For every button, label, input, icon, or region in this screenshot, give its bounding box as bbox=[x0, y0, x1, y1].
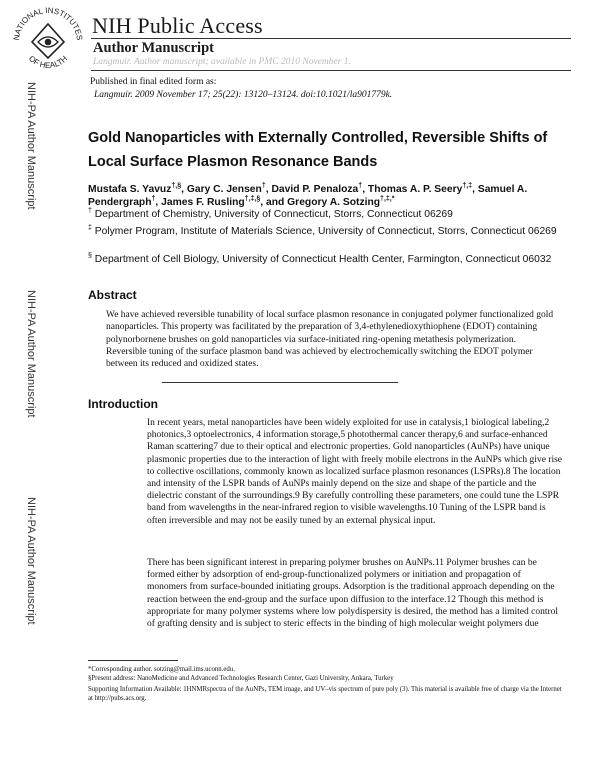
author-marks: †,‡,* bbox=[380, 195, 395, 203]
side-stamp: NIH-PA Author Manuscript bbox=[25, 497, 37, 625]
side-stamp: NIH-PA Author Manuscript bbox=[25, 290, 37, 418]
author-marks: †,‡,§ bbox=[244, 195, 261, 203]
affiliation bbox=[88, 225, 568, 238]
intro-heading: Introduction bbox=[88, 397, 158, 411]
author-name: Gary C. Jensen bbox=[186, 184, 262, 195]
abstract-heading: Abstract bbox=[88, 288, 137, 302]
article-title: Gold Nanoparticles with Externally Controlled, Reversible Shifts of Local Surface Plasmon Resonance Bands bbox=[88, 130, 548, 170]
affiliation bbox=[88, 208, 568, 221]
intro-paragraph: In recent years, metal nanoparticles have been widely exploited for use in catalysis,1 biological labeling,2 photonics,3 optoelectronics, 4 information storage,5 photothermal cancer therapy,6 and surface-enhanced Raman scattering7 due to their optical and electronic properties. Gold nanoparticles (AuNPs) have unique plasmonic properties due to the interaction of light with freely mobile electrons in the AuNPs which give rise to collective oscillations, commonly known as localized surface plasmon resonances (LSPRs).8 The location and intensity of the LSPR bands of AuNPs mainly depend on the size and shape of the particle and the dielectric constant of the surroundings.9 By carefully controlling these parameters, one could tune the LSPR band from wavelengths in the near-infrared region to visible wavelengths.10 Tuning of the LSPR band is often irreversible and may not be easily tuned by an external physical input. bbox=[147, 418, 562, 526]
affiliation-mark: ‡ bbox=[88, 224, 92, 232]
intro-paragraph: There has been significant interest in preparing polymer brushes on AuNPs.11 Polymer brushes can be formed either by adsorption of end-group-functionalized polymers or initiation and propagation of monomers from surface-bounded initiating groups. Adsorption is the traditional approach depending on the reaction between the end-group and the surface upon diffusion to the interface.12 Though this method is appropriate for many polymer systems where low polydispersity is desired, the method has a limited control of grafting density and is subject to steric effects in the binding of high molecular weight polymers due bbox=[147, 558, 559, 630]
affiliation-text: Department of Chemistry, University of Connecticut, Storrs, Connecticut 06269 bbox=[94, 209, 453, 220]
affiliation-mark: † bbox=[88, 207, 92, 215]
header-rule-bottom bbox=[91, 70, 571, 71]
footnote: *Corresponding author. sotzing@mail.ims.uconn.edu. bbox=[88, 666, 235, 673]
footnote-rule bbox=[88, 660, 178, 661]
affiliation-text: Polymer Program, Institute of Materials Science, University of Connecticut, Storrs, Connecticut 06269 bbox=[94, 226, 557, 237]
brand-title: NIH Public Access bbox=[92, 13, 263, 38]
logo-ring-top: NATIONAL INSTITUTES bbox=[11, 5, 85, 41]
author-marks: † bbox=[151, 195, 156, 203]
author-marks: † bbox=[261, 182, 266, 190]
affiliation-text: Department of Cell Biology, University of Connecticut Health Center, Farmington, Connecticut 06032 bbox=[94, 254, 552, 265]
footnote: §Present address: NanoMedicine and Advanced Technologies Research Center, Gazi University, Ankara, Turkey bbox=[88, 675, 394, 682]
citation bbox=[94, 90, 392, 100]
brand-note: Langmuir. Author manuscript; available in PMC 2010 November 1. bbox=[93, 57, 351, 67]
author-marks: †,§ bbox=[171, 182, 182, 190]
nih-logo bbox=[10, 4, 88, 76]
affiliation-mark: § bbox=[88, 252, 92, 260]
header-rule-top bbox=[91, 38, 571, 39]
author-name: Mustafa S. Yavuz bbox=[88, 184, 172, 195]
author-list: Mustafa S. Yavuz†,§, Gary C. Jensen†, David P. Penaloza†, Thomas A. P. Seery†,‡, Samuel A. Pendergraph†, James F. Rusling†,‡,§, and Gregory A. Sotzing†,‡,* bbox=[88, 182, 528, 208]
author-name: Thomas A. P. Seery bbox=[367, 184, 463, 195]
side-stamp: NIH-PA Author Manuscript bbox=[25, 82, 37, 210]
logo-ring-bottom: OF HEALTH bbox=[26, 53, 70, 71]
citation-text: Langmuir. 2009 November 17; 25(22): 13120–13124. doi:10.1021/la901779k. bbox=[94, 90, 393, 100]
author-name: David P. Penaloza bbox=[271, 184, 359, 195]
brand-subtitle: Author Manuscript bbox=[93, 40, 214, 56]
footnote: Supporting Information Available: 1HNMRspectra of the AuNPs, TEM image, and UV–vis spectrum of pure poly (3). This material is available free of charge via the Internet at http://pubs.acs.org. bbox=[88, 686, 562, 702]
published-label: Published in final edited form as: bbox=[90, 77, 217, 87]
abstract-body: We have achieved reversible tunability of local surface plasmon resonance in conjugated polymer functionalized gold nanoparticles. This property was facilitated by the preparation of 3,4-ethylenedioxythiophene (EDOT) containing polynorbornene brushes on gold nanoparticles via surface-initiated ring-opening metathesis polymerization. Reversible tuning of the surface plasmon band was achieved by electrochemically switching the EDOT polymer between its reduced and oxidized states. bbox=[106, 310, 554, 370]
logo-emblem-icon bbox=[32, 24, 64, 58]
author-marks: †,‡ bbox=[462, 182, 473, 190]
affiliation bbox=[88, 253, 568, 266]
author-name: James F. Rusling bbox=[161, 197, 245, 208]
author-name: Samuel A. Pendergraph bbox=[88, 184, 528, 208]
author-marks: † bbox=[358, 182, 363, 190]
abstract-rule bbox=[162, 382, 398, 383]
author-name: Gregory A. Sotzing bbox=[287, 197, 381, 208]
